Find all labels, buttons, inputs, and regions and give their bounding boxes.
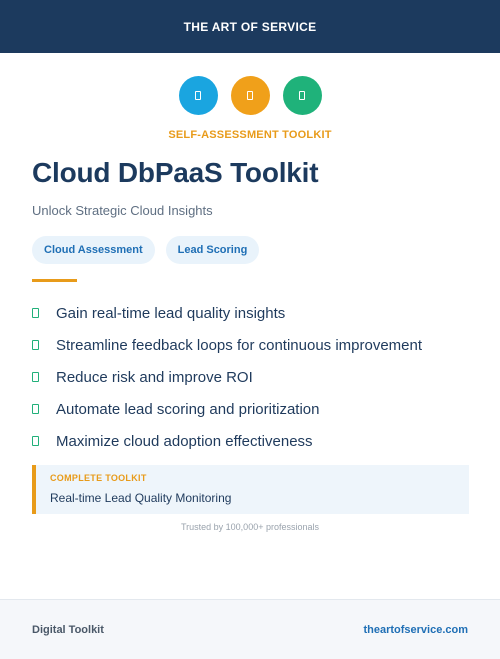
accent-divider <box>32 279 77 282</box>
tag-lead-scoring: Lead Scoring <box>166 236 260 264</box>
brand-name: THE ART OF SERVICE <box>183 19 317 34</box>
icon-circle-orange <box>231 76 270 115</box>
check-icon <box>32 404 39 414</box>
check-icon <box>32 340 39 350</box>
feature-item <box>32 329 422 361</box>
check-icon <box>32 308 39 318</box>
feature-list <box>32 297 422 457</box>
check-icon <box>32 372 39 382</box>
feature-item <box>32 361 422 393</box>
feature-item <box>32 297 422 329</box>
trusted-note: Trusted by 100,000+ professionals <box>180 522 319 532</box>
icon-circle-green <box>283 76 322 115</box>
icon-circle-blue <box>179 76 218 115</box>
page-subtitle: Unlock Strategic Cloud Insights <box>32 203 213 218</box>
callout-label: COMPLETE TOOLKIT <box>50 473 147 483</box>
eyebrow-label: SELF-ASSESSMENT TOOLKIT <box>168 129 332 141</box>
feature-text: Reduce risk and improve ROI <box>56 368 253 386</box>
footer-label: Digital Toolkit <box>32 623 104 636</box>
toolkit-callout <box>32 465 469 514</box>
feature-item <box>32 425 422 457</box>
check-icon <box>32 436 39 446</box>
feature-text: Streamline feedback loops for continuous improvement <box>56 336 423 354</box>
callout-text: Real-time Lead Quality Monitoring <box>50 491 232 505</box>
tag-list <box>32 236 259 264</box>
header-bar <box>0 0 500 53</box>
document-icon <box>299 91 305 100</box>
feature-text: Automate lead scoring and prioritization <box>56 400 320 418</box>
feature-text: Gain real-time lead quality insights <box>56 304 286 322</box>
icon-row <box>0 76 500 115</box>
footer-website-link[interactable]: theartofservice.com <box>363 623 468 636</box>
feature-item <box>32 393 422 425</box>
feature-text: Maximize cloud adoption effectiveness <box>56 432 313 450</box>
footer-bar <box>0 599 500 659</box>
document-icon <box>195 91 201 100</box>
tag-cloud-assessment: Cloud Assessment <box>32 236 155 264</box>
page-title: Cloud DbPaaS Toolkit <box>32 157 319 188</box>
document-icon <box>247 91 253 100</box>
